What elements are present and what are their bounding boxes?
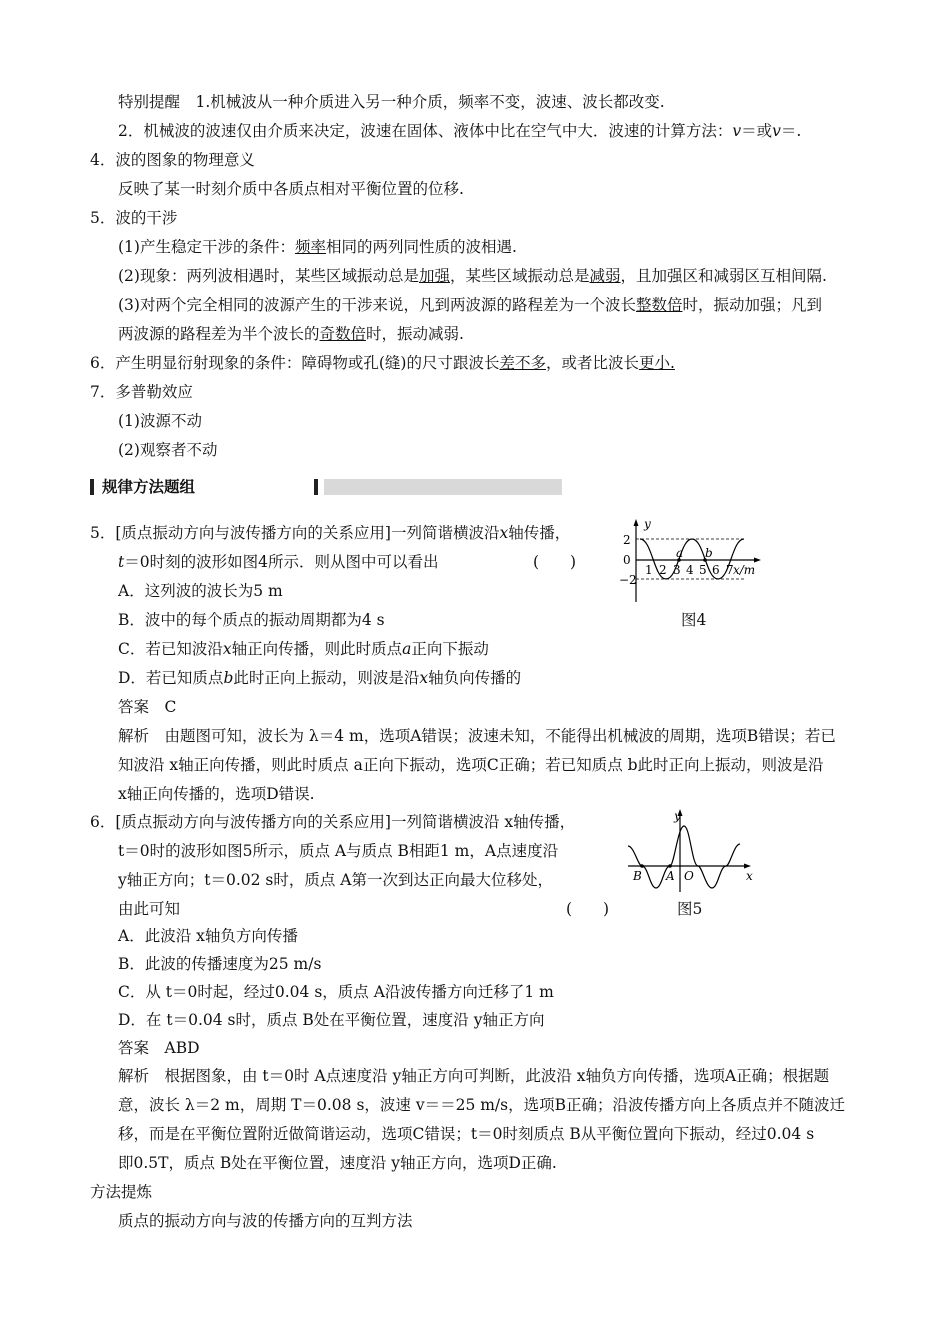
q6-option-c: C．从 t＝0时起，经过0.04 s，质点 A沿波传播方向迁移了1 m xyxy=(118,983,554,1001)
doppler-item-2: (2)观察者不动 xyxy=(118,441,218,459)
figure-5-caption: 图5 xyxy=(677,900,703,918)
q6-explanation-2: 意，波长 λ＝2 m，周期 T＝0.08 s，波速 v＝＝25 m/s，选项B正确；沿波传播方向上各质点并不随波迁 xyxy=(118,1096,845,1114)
q5-option-b: B．波中的每个质点的振动周期都为4 s xyxy=(118,611,385,629)
q5-stem-line-2: t＝0时刻的波形如图4所示．则从图中可以看出 xyxy=(118,553,439,571)
section-4-body: 反映了某一时刻介质中各质点相对平衡位置的位移. xyxy=(118,180,464,198)
doppler-item-1: (1)波源不动 xyxy=(118,412,202,430)
q6-answer-paren: ( ) xyxy=(566,900,610,918)
q5-explanation-1: 解析 由题图可知，波长为 λ＝4 m，选项A错误；波速未知，不能得出机械波的周期，选项B错误；若已 xyxy=(118,727,836,745)
figure-4-caption: 图4 xyxy=(681,611,707,629)
fig4-x-arrow-icon xyxy=(754,558,761,563)
q5-explanation-2: 知波沿 x轴正向传播，则此时质点 a正向下振动，选项C正确；若已知质点 b此时正向上振动，则波是沿 xyxy=(118,756,824,774)
banner-title: 规律方法题组 xyxy=(102,478,196,496)
fig5-x-arrow-icon xyxy=(744,864,751,869)
fig5-label-A: A xyxy=(666,869,675,883)
fig4-tick-x-2: 2 xyxy=(659,563,667,577)
banner-gray-strip xyxy=(324,479,562,495)
figure-4-wave-graph xyxy=(618,516,768,608)
section-5-title: 5．波的干涉 xyxy=(90,209,178,227)
fig4-label-a: a xyxy=(676,546,684,560)
q5-option-c: C．若已知波沿x轴正向传播，则此时质点a正向下振动 xyxy=(118,640,489,658)
fig5-point-B xyxy=(640,864,644,868)
diffraction-condition: 6．产生明显衍射现象的条件：障碍物或孔(缝)的尺寸跟波长差不多，或者比波长更小. xyxy=(90,354,675,372)
fig4-tick-x-5: 5 xyxy=(699,563,707,577)
interference-phenomenon: (2)现象：两列波相遇时，某些区域振动总是加强，某些区域振动总是减弱，且加强区和减弱区互相间隔. xyxy=(118,267,827,285)
q6-explanation-1: 解析 根据图象，由 t＝0时 A点速度沿 y轴正方向可判断，此波沿 x轴负方向传播，选项A正确；根据题 xyxy=(118,1067,830,1085)
reminder-line-2: 2．机械波的波速仅由介质来决定，波速在固体、液体中比在空气中大．波速的计算方法：v＝或v＝. xyxy=(118,122,802,140)
fig5-x-label: x xyxy=(746,869,753,883)
q6-stem-line-2: t＝0时的波形如图5所示，质点 A与质点 B相距1 m，A点速度沿 xyxy=(118,842,559,860)
section-7-title: 7．多普勒效应 xyxy=(90,383,193,401)
fig4-tick-x-7: 7 xyxy=(726,563,734,577)
fig4-tick-x-3: 3 xyxy=(673,563,681,577)
q5-option-a: A．这列波的波长为5 m xyxy=(118,582,283,600)
q5-option-d: D．若已知质点b此时正向上振动，则波是沿x轴负向传播的 xyxy=(118,669,522,687)
figure-5-wave-graph xyxy=(620,806,760,896)
fig5-label-B: B xyxy=(633,869,642,883)
fig5-label-O: O xyxy=(684,869,694,883)
q5-stem-line-1: 5．[质点振动方向与波传播方向的关系应用]一列简谐横波沿x轴传播， xyxy=(90,524,571,542)
q5-explanation-3: x轴正向传播的，选项D错误. xyxy=(118,785,315,803)
fig4-tick-y-0: 0 xyxy=(623,553,631,567)
q6-explanation-3: 移，而是在平衡位置附近做简谐运动，选项C错误；t＝0时刻质点 B从平衡位置向下振动，经过0.04 s xyxy=(118,1125,815,1143)
interference-rule-1: (3)对两个完全相同的波源产生的干涉来说，凡到两波源的路程差为一个波长整数倍时，振动加强；凡到 xyxy=(118,296,822,314)
fig5-y-label: y xyxy=(674,809,681,823)
method-body: 质点的振动方向与波的传播方向的互判方法 xyxy=(118,1212,413,1230)
q6-stem-line-4: 由此可知 xyxy=(118,900,181,918)
fig4-tick-x-6: 6 xyxy=(712,563,720,577)
fig4-y-label: y xyxy=(644,517,651,531)
fig4-y-arrow-icon xyxy=(634,519,639,526)
q5-answer-paren: ( ) xyxy=(533,553,577,571)
q6-stem-line-3: y轴正方向；t＝0.02 s时，质点 A第一次到达正向最大位移处， xyxy=(118,871,554,889)
q6-option-d: D．在 t＝0.04 s时，质点 B处在平衡位置，速度沿 y轴正方向 xyxy=(118,1011,545,1029)
section-4-title: 4．波的图象的物理意义 xyxy=(90,151,255,169)
q6-stem-line-1: 6．[质点振动方向与波传播方向的关系应用]一列简谐横波沿 x轴传播， xyxy=(90,813,576,831)
q6-option-a: A．此波沿 x轴负方向传播 xyxy=(118,927,298,945)
interference-rule-2: 两波源的路程差为半个波长的奇数倍时，振动减弱. xyxy=(118,325,464,343)
q6-explanation-4: 即0.5T，质点 B处在平衡位置，速度沿 y轴正方向，选项D正确. xyxy=(118,1154,557,1172)
fig4-label-b: b xyxy=(705,546,713,560)
fig4-tick-y-2: 2 xyxy=(623,533,631,547)
banner-bar-left xyxy=(90,479,94,495)
q6-option-b: B．此波的传播速度为25 m/s xyxy=(118,955,322,973)
q6-answer: 答案 ABD xyxy=(118,1039,200,1057)
fig4-x-label: x/m xyxy=(733,563,756,577)
fig4-tick-x-4: 4 xyxy=(686,563,694,577)
banner-bar-right xyxy=(314,479,318,495)
reminder-line-1: 特别提醒 1.机械波从一种介质进入另一种介质，频率不变，波速、波长都改变. xyxy=(118,93,665,111)
fig5-point-A xyxy=(668,864,672,868)
fig4-tick-y-neg2: −2 xyxy=(619,573,637,587)
q5-answer: 答案 C xyxy=(118,698,177,716)
method-title: 方法提炼 xyxy=(90,1183,153,1201)
interference-condition: (1)产生稳定干涉的条件：频率相同的两列同性质的波相遇. xyxy=(118,238,517,256)
method-group-banner xyxy=(90,477,472,497)
fig4-tick-x-1: 1 xyxy=(645,563,653,577)
